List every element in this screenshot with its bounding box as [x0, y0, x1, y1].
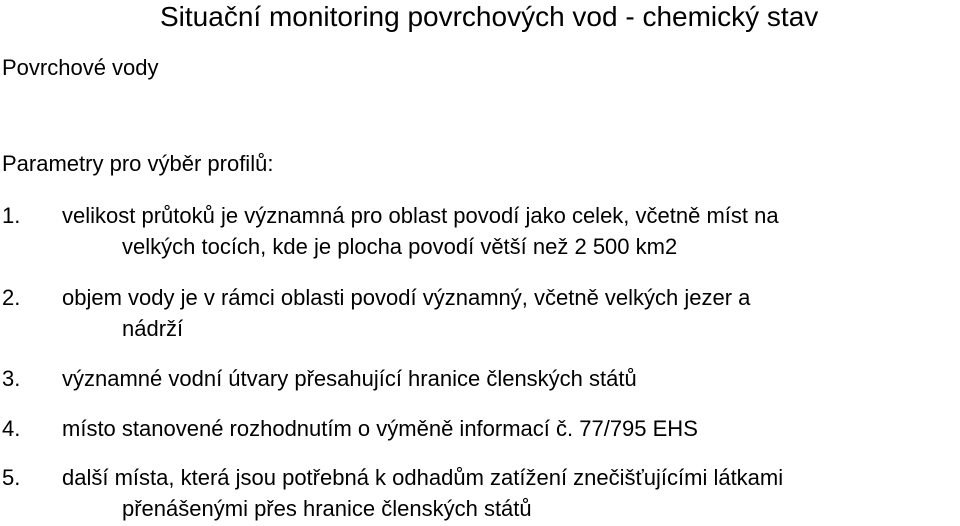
list-item-number: 1. — [2, 203, 21, 228]
list-item-text — [62, 413, 948, 444]
criteria-intro: Parametry pro výběr profilů: — [2, 151, 274, 176]
section-label: Povrchové vody — [2, 55, 159, 80]
list-item-line-2: přenášenými přes hranice členských států — [122, 496, 532, 521]
list-item-line-1: místo stanovené rozhodnutím o výměně informací č. 77/795 EHS — [62, 416, 698, 441]
list-item-number: 5. — [2, 465, 21, 490]
list-item-number: 2. — [2, 285, 21, 310]
list-item-text — [62, 282, 948, 344]
list-item-line-1: významné vodní útvary přesahující hranice členských států — [62, 366, 637, 391]
list-item-line-2: velkých tocích, kde je plocha povodí větší než 2 500 km2 — [122, 234, 678, 259]
list-item-number: 3. — [2, 366, 21, 391]
list-item-number: 4. — [2, 416, 21, 441]
list-item-line-1: velikost průtoků je významná pro oblast povodí jako celek, včetně míst na — [62, 203, 779, 228]
list-item-line-2: nádrží — [122, 316, 184, 341]
list-item-text — [62, 462, 948, 524]
list-item-line-1: objem vody je v rámci oblasti povodí významný, včetně velkých jezer a — [62, 285, 751, 310]
list-item-line-1: další místa, která jsou potřebná k odhadům zatížení znečišťujícími látkami — [62, 465, 784, 490]
list-item-text — [62, 363, 948, 394]
list-item-text — [62, 200, 948, 262]
page-title: Situační monitoring povrchových vod - chemický stav — [160, 1, 819, 32]
